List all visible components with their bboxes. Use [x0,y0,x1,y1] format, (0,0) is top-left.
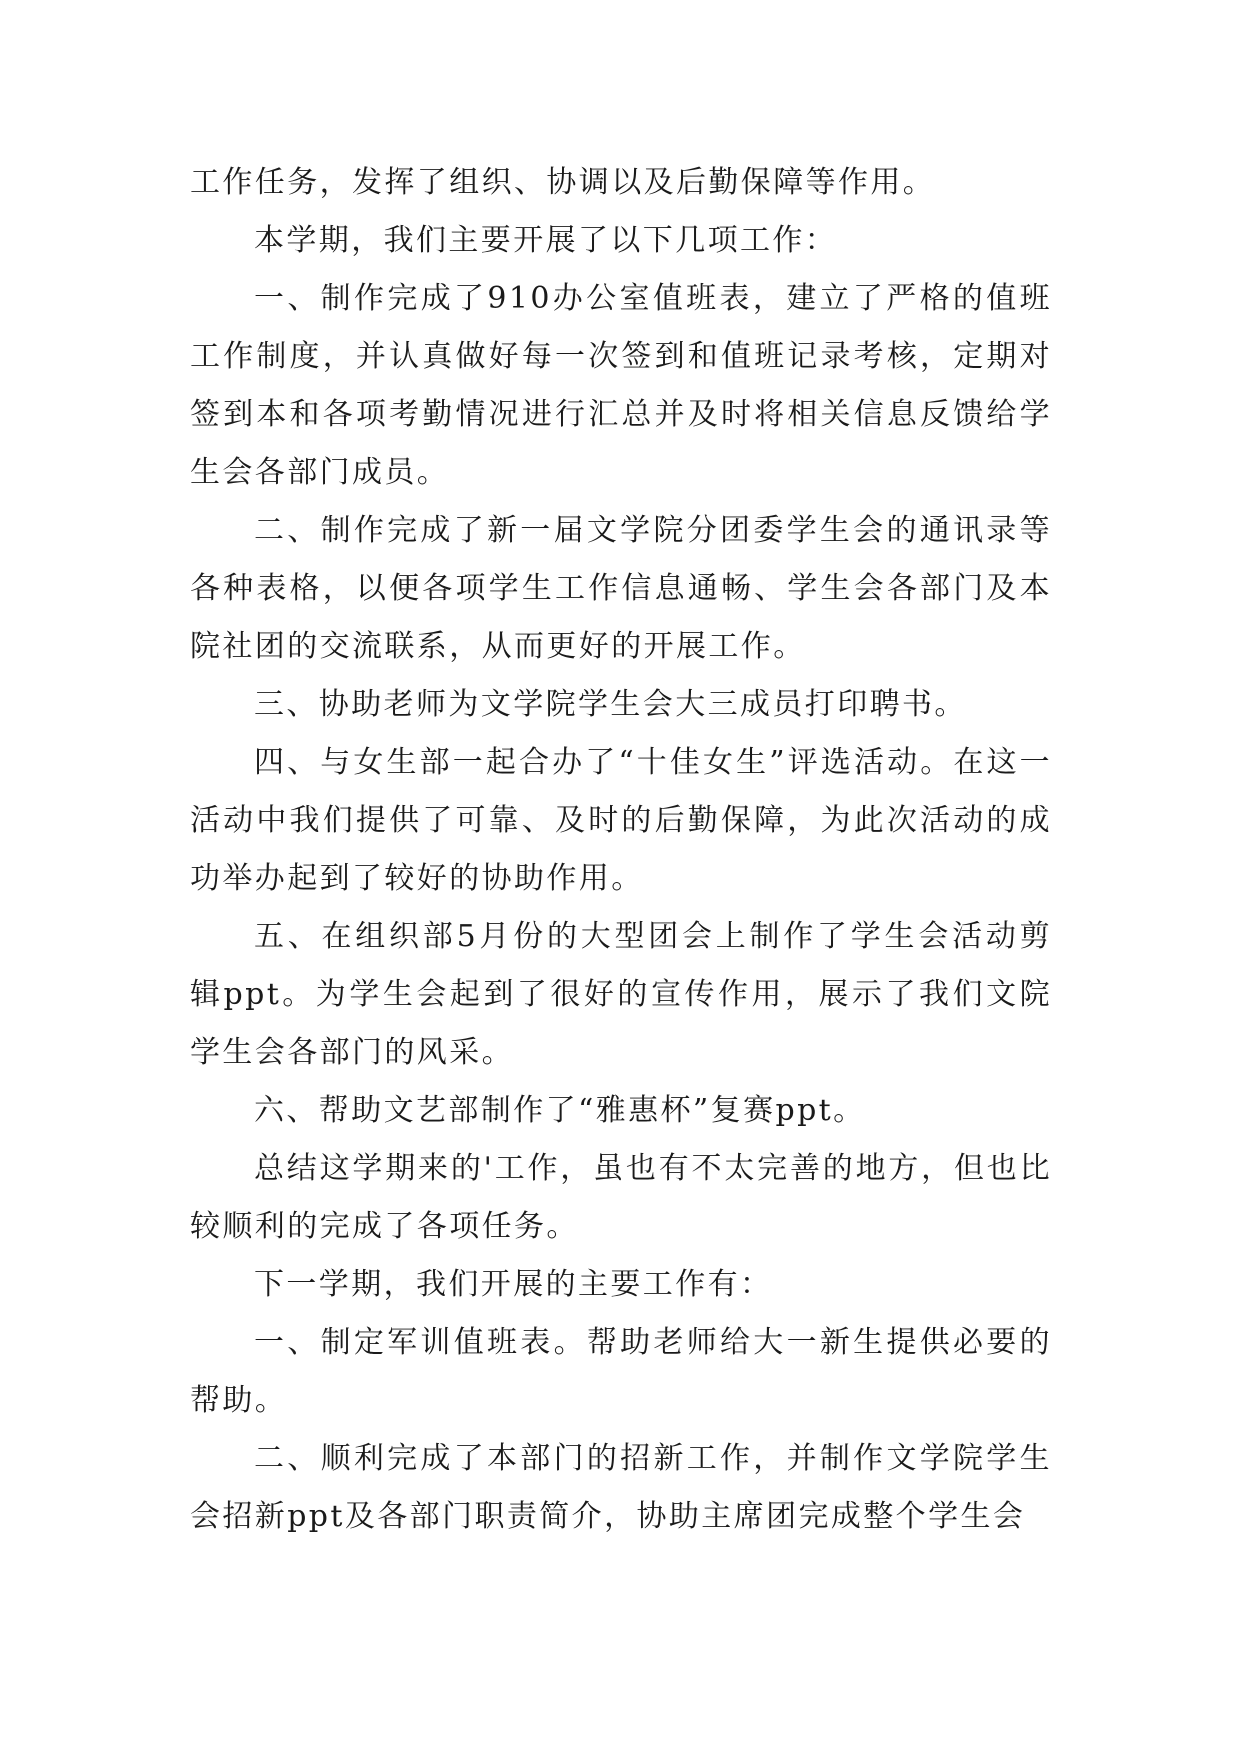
paragraph-4: 二、制作完成了新一届文学院分团委学生会的通讯录等各种表格，以便各项学生工作信息通畅、学生会各部门及本院社团的交流联系，从而更好的开展工作。 [190,513,1052,664]
paragraph-6: 四、与女生部一起合办了“十佳女生”评选活动。在这一活动中我们提供了可靠、及时的后勤保障，为此次活动的成功举办起到了较好的协助作用。 [190,745,1052,896]
paragraph-9: 总结这学期来的'工作，虽也有不太完善的地方，但也比较顺利的完成了各项任务。 [190,1151,1052,1244]
paragraph-1: 工作任务，发挥了组织、协调以及后勤保障等作用。 [190,165,936,200]
paragraph-8: 六、帮助文艺部制作了“雅惠杯”复赛ppt。 [254,1093,866,1128]
paragraph-11: 一、制定军训值班表。帮助老师给大一新生提供必要的帮助。 [190,1325,1052,1418]
paragraph-7: 五、在组织部5月份的大型团会上制作了学生会活动剪辑ppt。为学生会起到了很好的宣传作用，展示了我们文院学生会各部门的风采。 [190,919,1052,1070]
document-body [190,154,1052,1546]
paragraph-12: 二、顺利完成了本部门的招新工作，并制作文学院学生会招新ppt及各部门职责简介，协助主席团完成整个学生会 [190,1441,1052,1534]
paragraph-5: 三、协助老师为文学院学生会大三成员打印聘书。 [254,687,967,722]
paragraph-10: 下一学期，我们开展的主要工作有： [254,1267,773,1302]
paragraph-3: 一、制作完成了910办公室值班表，建立了严格的值班工作制度，并认真做好每一次签到和值班记录考核，定期对签到本和各项考勤情况进行汇总并及时将相关信息反馈给学生会各部门成员。 [190,281,1052,490]
paragraph-2: 本学期，我们主要开展了以下几项工作： [254,223,838,258]
